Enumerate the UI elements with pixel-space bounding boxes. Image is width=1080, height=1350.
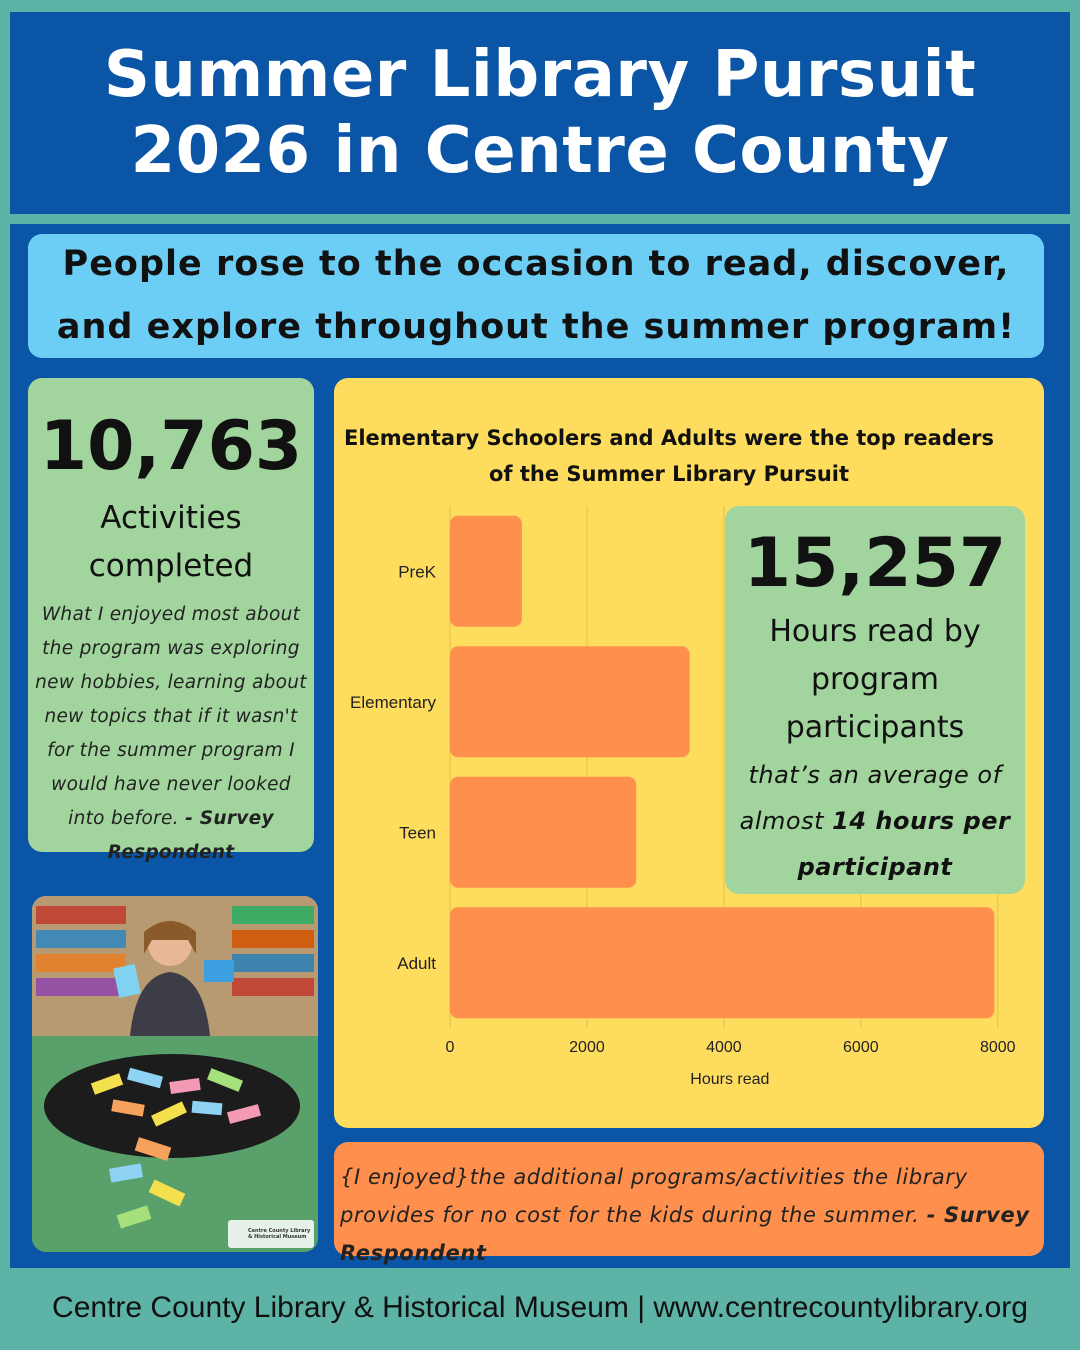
hours-average-line-1: that’s an average of xyxy=(748,761,1002,789)
category-label-elementary: Elementary xyxy=(350,692,436,712)
activities-label-line-1: Activities xyxy=(100,500,242,536)
x-tick-label-6000: 6000 xyxy=(843,1039,879,1056)
subtitle-banner xyxy=(28,234,1044,358)
subtitle-line-1: People rose to the occasion to read, discover, xyxy=(62,244,1010,284)
activities-label xyxy=(28,494,314,590)
hours-count: 15,257 xyxy=(743,524,1007,603)
hours-stat-card xyxy=(725,506,1025,894)
x-tick-label-2000: 2000 xyxy=(569,1039,605,1056)
survey-quote-2-card xyxy=(334,1142,1044,1265)
hours-average-bold-1: 14 hours per xyxy=(832,807,1011,835)
hours-label-line-3: participants xyxy=(785,710,965,745)
hours-average-line-3 xyxy=(725,844,1025,890)
library-photo xyxy=(32,896,318,1252)
chart-title-line-1: Elementary Schoolers and Adults were the top readers xyxy=(344,426,994,450)
x-axis-title: Hours read xyxy=(690,1071,770,1088)
hours-average xyxy=(725,752,1025,890)
hours-label-line-2: program xyxy=(810,662,940,697)
activities-count: 10,763 xyxy=(39,407,303,486)
photo-sign-text: Centre County Library & Historical Museum xyxy=(248,1228,311,1240)
bar-prek xyxy=(450,516,522,627)
category-label-teen: Teen xyxy=(399,823,436,843)
hours-label-line-1: Hours read by xyxy=(769,614,981,649)
survey-quote-1-attribution: - Survey Respondent xyxy=(107,808,274,863)
x-tick-label-0: 0 xyxy=(445,1039,455,1056)
hours-average-prefix: almost xyxy=(739,807,825,835)
subtitle-line-2: and explore throughout the summer program! xyxy=(56,307,1016,347)
header-banner xyxy=(10,12,1070,214)
survey-quote-2-text: {I enjoyed}the additional programs/activities the library provides for no cost for the kids during the summer. xyxy=(340,1165,968,1227)
bar-adult xyxy=(450,907,994,1018)
hours-average-bold-2: participant xyxy=(797,853,953,881)
x-tick-label-4000: 4000 xyxy=(706,1039,742,1056)
survey-quote-1 xyxy=(28,598,314,870)
category-label-adult: Adult xyxy=(397,953,436,973)
page-title-line-1: Summer Library Pursuit xyxy=(103,38,977,112)
survey-quote-2-attribution: - Survey Respondent xyxy=(340,1203,1030,1265)
hours-label xyxy=(725,608,1025,752)
category-label-prek: PreK xyxy=(398,562,436,582)
activities-stat-card xyxy=(28,378,314,863)
hours-average-line-2 xyxy=(725,798,1025,844)
bar-teen xyxy=(450,777,636,888)
survey-quote-1-text: What I enjoyed most about the program was exploring new hobbies, learning about new topics that if it wasn't for the summer program I would have never looked into before. xyxy=(35,604,307,829)
bar-elementary xyxy=(450,646,690,757)
activities-label-line-2: completed xyxy=(88,548,254,584)
page-title-line-2: 2026 in Centre County xyxy=(130,114,950,188)
footer: Centre County Library & Historical Museum | www.centrecountylibrary.org xyxy=(52,1291,1028,1324)
chart-title-line-2: of the Summer Library Pursuit xyxy=(488,462,850,486)
x-tick-label-8000: 8000 xyxy=(979,1039,1016,1056)
survey-quote-2 xyxy=(340,1158,1040,1272)
photo-illustration xyxy=(32,896,318,1252)
